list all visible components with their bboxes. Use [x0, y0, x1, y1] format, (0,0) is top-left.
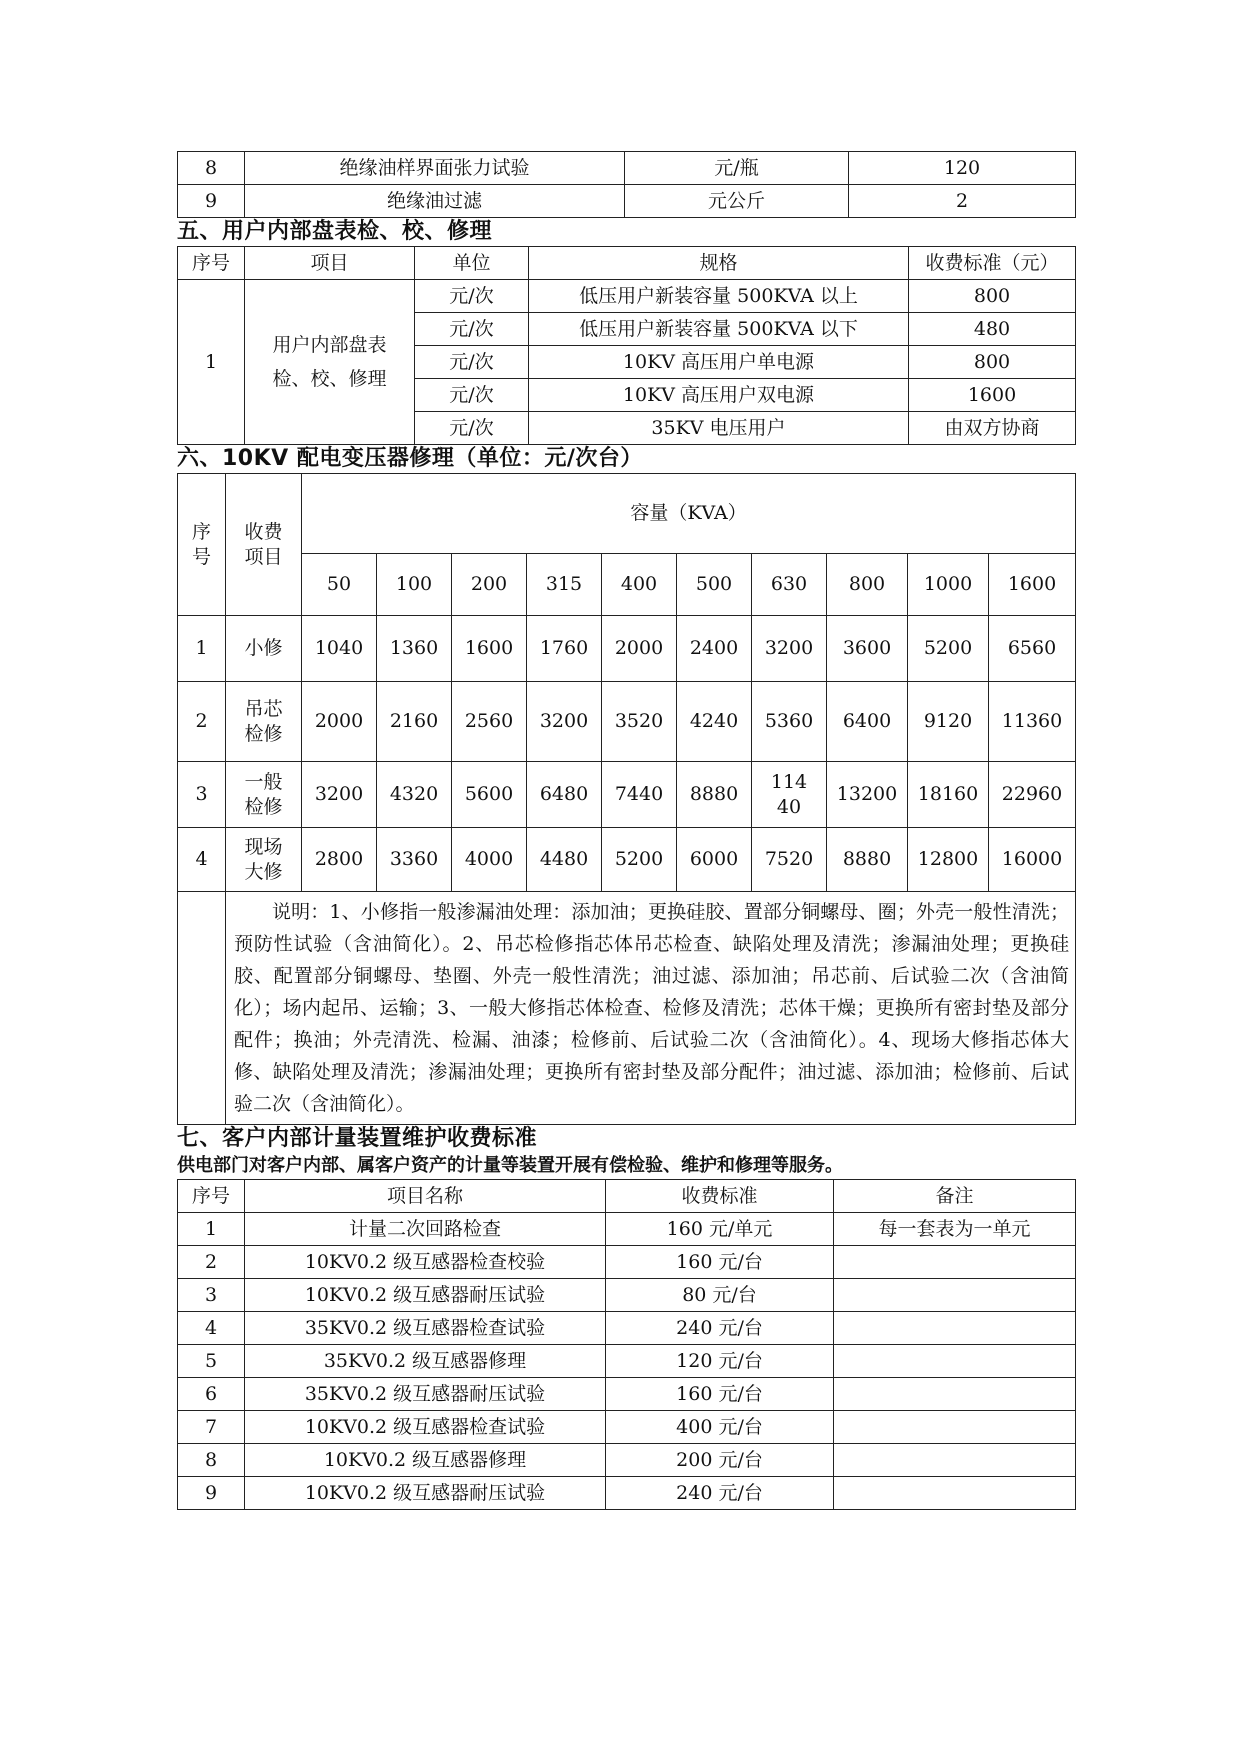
fee-cell: 5360 — [752, 682, 827, 762]
item-name: 35KV0.2 级互感器修理 — [245, 1345, 606, 1378]
fee-cell: 11440 — [752, 762, 827, 828]
fee-cell: 5200 — [602, 828, 677, 892]
unit: 元/瓶 — [625, 152, 849, 185]
unit: 元/次 — [415, 379, 529, 412]
fee-cell: 5600 — [452, 762, 527, 828]
row-number: 6 — [178, 1378, 245, 1411]
fee: 800 — [909, 280, 1076, 313]
capacity-row — [178, 554, 1076, 616]
fee-cell: 8880 — [827, 828, 908, 892]
capacity-value: 1600 — [989, 554, 1076, 616]
item-name: 35KV0.2 级互感器耐压试验 — [245, 1378, 606, 1411]
capacity-value: 1000 — [908, 554, 989, 616]
section-5-heading: 五、用户内部盘表检、校、修理 — [177, 219, 493, 244]
table-row — [178, 1411, 1076, 1444]
capacity-value: 400 — [602, 554, 677, 616]
capacity-value: 50 — [302, 554, 377, 616]
fee: 160 元/台 — [606, 1378, 834, 1411]
spec: 10KV 高压用户双电源 — [529, 379, 909, 412]
fee-cell: 4000 — [452, 828, 527, 892]
fee-cell: 7520 — [752, 828, 827, 892]
capacity-value: 315 — [527, 554, 602, 616]
capacity-value: 500 — [677, 554, 752, 616]
fee-cell: 3200 — [752, 616, 827, 682]
row-number: 4 — [178, 1312, 245, 1345]
item-name: 小修 — [226, 616, 302, 682]
meter-check-fee-table — [177, 246, 1076, 445]
item-name: 10KV0.2 级互感器修理 — [245, 1444, 606, 1477]
capacity-value: 800 — [827, 554, 908, 616]
remark — [834, 1444, 1076, 1477]
table-header-row — [178, 1180, 1076, 1213]
table-row — [178, 1279, 1076, 1312]
fee-cell: 4240 — [677, 682, 752, 762]
row-number: 1 — [178, 280, 245, 445]
remark — [834, 1279, 1076, 1312]
remark — [834, 1345, 1076, 1378]
table-row — [178, 1477, 1076, 1510]
section-7-description: 供电部门对客户内部、属客户资产的计量等装置开展有偿检验、维护和修理等服务。 — [177, 1155, 843, 1176]
item-name: 35KV0.2 级互感器检查试验 — [245, 1312, 606, 1345]
fee-cell: 1760 — [527, 616, 602, 682]
fee-cell: 6400 — [827, 682, 908, 762]
fee: 400 元/台 — [606, 1411, 834, 1444]
fee-cell: 2560 — [452, 682, 527, 762]
note-text: 说明：1、小修指一般渗漏油处理：添加油；更换硅胶、置部分铜螺母、圈；外壳一般性清洗；预防性试验（含油简化）。2、吊芯检修指芯体吊芯检查、缺陷处理及清洗；渗漏油处理；更换硅胶、配置部分铜螺母、垫圈、外壳一般性清洗；油过滤、添加油；吊芯前、后试验二次（含油简化）；场内起吊、运输；3、一般大修指芯体检查、检修及清洗；芯体干燥；更换所有密封垫及部分配件；换油；外壳清洗、检漏、油漆；检修前、后试验二次（含油简化）。4、现场大修指芯体大修、缺陷处理及清洗；渗漏油处理；更换所有密封垫及部分配件；油过滤、添加油；检修前、后试验二次（含油简化）。 — [226, 892, 1076, 1125]
table-row — [178, 682, 1076, 762]
row-number: 1 — [178, 1213, 245, 1246]
row-number: 5 — [178, 1345, 245, 1378]
fee-cell: 8880 — [677, 762, 752, 828]
item-name: 10KV0.2 级互感器耐压试验 — [245, 1477, 606, 1510]
item-name: 吊芯检修 — [226, 682, 302, 762]
table-row — [178, 1213, 1076, 1246]
fee-cell: 6480 — [527, 762, 602, 828]
fee-cell: 3600 — [827, 616, 908, 682]
fee-cell: 1600 — [452, 616, 527, 682]
item-name: 绝缘油过滤 — [245, 185, 625, 218]
fee: 240 元/台 — [606, 1477, 834, 1510]
row-number: 8 — [178, 152, 245, 185]
header-fee: 收费标准（元） — [909, 247, 1076, 280]
fee-cell: 4480 — [527, 828, 602, 892]
table-row — [178, 828, 1076, 892]
header-spec: 规格 — [529, 247, 909, 280]
fee-cell: 2800 — [302, 828, 377, 892]
fee-cell: 7440 — [602, 762, 677, 828]
item-name: 现场大修 — [226, 828, 302, 892]
header-item: 项目 — [245, 247, 415, 280]
header-remark: 备注 — [834, 1180, 1076, 1213]
header-item: 收费项目 — [226, 474, 302, 616]
table-row — [178, 616, 1076, 682]
row-number: 8 — [178, 1444, 245, 1477]
remark — [834, 1378, 1076, 1411]
fee-cell: 3360 — [377, 828, 452, 892]
row-number: 4 — [178, 828, 226, 892]
fee-cell: 11360 — [989, 682, 1076, 762]
fee: 240 元/台 — [606, 1312, 834, 1345]
fee: 480 — [909, 313, 1076, 346]
spec: 低压用户新装容量 500KVA 以上 — [529, 280, 909, 313]
table-row — [178, 1345, 1076, 1378]
fee-cell: 5200 — [908, 616, 989, 682]
oil-test-fee-table — [177, 151, 1076, 218]
header-fee: 收费标准 — [606, 1180, 834, 1213]
section-7-heading: 七、客户内部计量装置维护收费标准 — [177, 1126, 538, 1151]
table-row — [178, 152, 1076, 185]
document-page — [177, 151, 1076, 1510]
fee: 160 元/台 — [606, 1246, 834, 1279]
fee-cell: 12800 — [908, 828, 989, 892]
remark — [834, 1246, 1076, 1279]
table-row — [178, 1312, 1076, 1345]
row-number: 7 — [178, 1411, 245, 1444]
item-name: 一般检修 — [226, 762, 302, 828]
fee-cell: 16000 — [989, 828, 1076, 892]
row-number: 9 — [178, 1477, 245, 1510]
capacity-value: 630 — [752, 554, 827, 616]
item-name: 绝缘油样界面张力试验 — [245, 152, 625, 185]
note-row — [178, 892, 1076, 1125]
capacity-value: 100 — [377, 554, 452, 616]
remark — [834, 1477, 1076, 1510]
unit: 元/次 — [415, 280, 529, 313]
transformer-repair-fee-table — [177, 473, 1076, 1125]
remark — [834, 1312, 1076, 1345]
row-number: 3 — [178, 1279, 245, 1312]
item-name: 计量二次回路检查 — [245, 1213, 606, 1246]
spec: 低压用户新装容量 500KVA 以下 — [529, 313, 909, 346]
item-name: 10KV0.2 级互感器检查试验 — [245, 1411, 606, 1444]
fee-cell: 2000 — [302, 682, 377, 762]
remark — [834, 1411, 1076, 1444]
fee-cell: 2400 — [677, 616, 752, 682]
fee-cell: 3200 — [527, 682, 602, 762]
fee: 1600 — [909, 379, 1076, 412]
fee-cell: 18160 — [908, 762, 989, 828]
fee-cell: 13200 — [827, 762, 908, 828]
unit: 元公斤 — [625, 185, 849, 218]
table-row — [178, 1246, 1076, 1279]
header-no: 序号 — [178, 247, 245, 280]
item-name: 10KV0.2 级互感器耐压试验 — [245, 1279, 606, 1312]
fee: 120 — [849, 152, 1076, 185]
metering-maintenance-fee-table — [177, 1179, 1076, 1510]
header-capacity: 容量（KVA） — [302, 474, 1076, 554]
table-header-row — [178, 474, 1076, 554]
row-number: 2 — [178, 682, 226, 762]
fee: 800 — [909, 346, 1076, 379]
fee-cell: 3520 — [602, 682, 677, 762]
fee-cell: 6000 — [677, 828, 752, 892]
fee: 由双方协商 — [909, 412, 1076, 445]
row-number: 1 — [178, 616, 226, 682]
row-number: 3 — [178, 762, 226, 828]
fee: 2 — [849, 185, 1076, 218]
remark: 每一套表为一单元 — [834, 1213, 1076, 1246]
table-row — [178, 280, 1076, 313]
capacity-value: 200 — [452, 554, 527, 616]
fee-cell: 2000 — [602, 616, 677, 682]
item-name: 10KV0.2 级互感器检查校验 — [245, 1246, 606, 1279]
header-no: 序号 — [178, 1180, 245, 1213]
unit: 元/次 — [415, 346, 529, 379]
section-6-heading: 六、10KV 配电变压器修理（单位：元/次台） — [177, 446, 643, 471]
fee-cell: 1360 — [377, 616, 452, 682]
spec: 35KV 电压用户 — [529, 412, 909, 445]
fee: 120 元/台 — [606, 1345, 834, 1378]
header-item: 项目名称 — [245, 1180, 606, 1213]
table-row — [178, 185, 1076, 218]
table-row — [178, 762, 1076, 828]
table-row — [178, 1378, 1076, 1411]
table-header-row — [178, 247, 1076, 280]
fee: 80 元/台 — [606, 1279, 834, 1312]
header-unit: 单位 — [415, 247, 529, 280]
fee-cell: 4320 — [377, 762, 452, 828]
fee: 160 元/单元 — [606, 1213, 834, 1246]
fee-cell: 22960 — [989, 762, 1076, 828]
fee-cell: 1040 — [302, 616, 377, 682]
fee-cell: 6560 — [989, 616, 1076, 682]
fee-cell: 3200 — [302, 762, 377, 828]
spec: 10KV 高压用户单电源 — [529, 346, 909, 379]
fee-cell: 2160 — [377, 682, 452, 762]
header-no: 序号 — [178, 474, 226, 616]
item-name: 用户内部盘表检、校、修理 — [245, 280, 415, 445]
row-number: 9 — [178, 185, 245, 218]
fee-cell: 9120 — [908, 682, 989, 762]
table-row — [178, 1444, 1076, 1477]
fee: 200 元/台 — [606, 1444, 834, 1477]
unit: 元/次 — [415, 313, 529, 346]
row-number: 2 — [178, 1246, 245, 1279]
unit: 元/次 — [415, 412, 529, 445]
